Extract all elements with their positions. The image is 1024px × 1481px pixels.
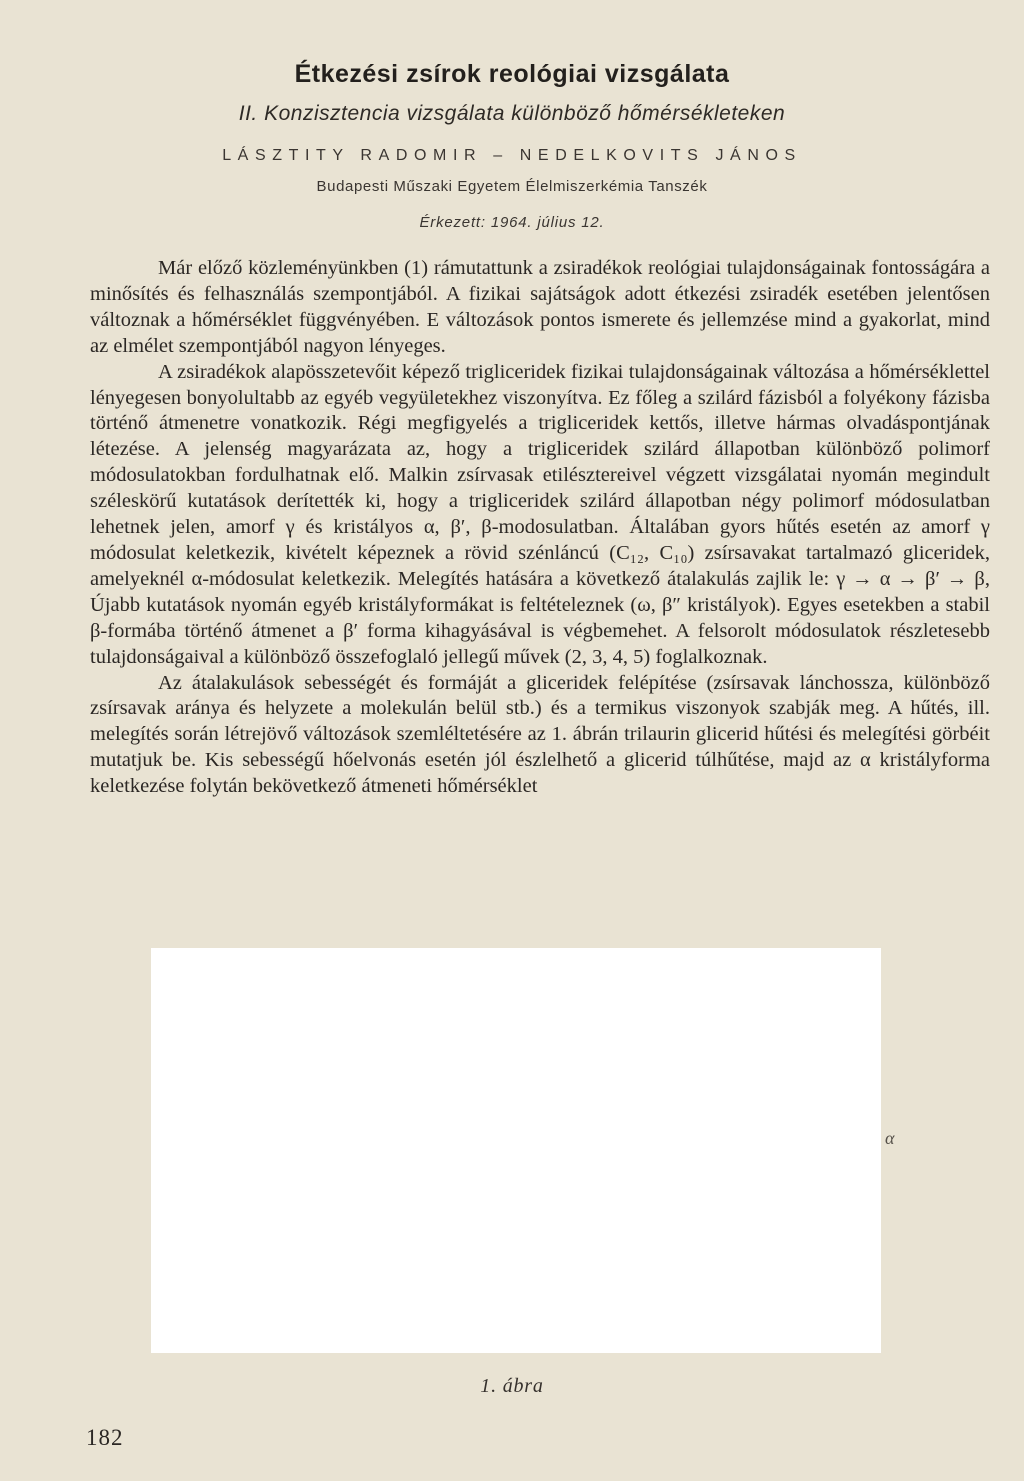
body-paragraph-2: A zsiradékok alapösszetevőit képező trigliceridek fizikai tulajdonságainak változása a hőmérséklettel lényegesen bonyolultabb az egyéb vegyületekhez viszonyítva. Ez főleg a szilárd fázisból a folyékony fázisba történő átmenetre vonatkozik. Régi megfigyelés a trigliceridek kettős, illetve hármas olvadáspontjának létezése. A jelenség magyarázata az, hogy a trigliceridek szilárd állapotban különböző polimorf módosulatokban fordulhatnak elő. Malkin zsírvasak etilésztereivel végzett vizsgálatai nyomán megindult széleskörű kutatások derítették ki, hogy a trigliceridek szilárd állapotban négy polimorf módosulatban lehetnek jelen, amorf γ és kristályos α, β′, β-modosulatban. Általában gyors hűtés esetén az amorf γ módosulat keletkezik, kivételt képeznek a rövid szénláncú (C₁₂, C₁₀) zsírsavakat tartalmazó gliceridek, amelyeknél α-módosulat keletkezik. Melegítés hatására a következő átalakulás zajlik le: γ → α → β′ → β, Újabb kutatások nyomán egyéb kristályformákat is feltételeznek (ω, β″ kristályok). Egyes esetekben a stabil β-formába történő átmenet a β′ forma kihagyásával is végbemehet. A felsorolt módosulatok részletesebb tulajdonságaival a különböző összefoglaló jellegű művek (2, 3, 4, 5) foglalkoznak.: [90, 360, 990, 668]
article-authors: LÁSZTITY RADOMIR – NEDELKOVITS JÁNOS: [222, 147, 802, 164]
article-title: Étkezési zsírok reológiai vizsgálata: [294, 60, 730, 88]
body-paragraph-3: Az átalakulások sebességét és formáját a gliceridek felépítése (zsírsavak lánchossza, különböző zsírsavak aránya és helyzete a molekulán belül stb.) és a termikus viszonyok szabják meg. A hűtés, ill. melegítés során létrejövő változások szemléltetésére az 1. ábrán trilaurin glicerid hűtési és melegítési görbéit mutatjuk be. Kis sebességű hőelvonás esetén jól észlelhető a glicerid túlhűtése, majd az α kristályforma keletkezése folytán bekövetkező átmeneti hőmérséklet: [90, 671, 990, 798]
figure-margin-mark: α: [885, 1128, 895, 1148]
page-number: 182: [86, 1425, 124, 1450]
article-body: [90, 256, 990, 800]
received-date: Érkezett: 1964. július 12.: [419, 214, 605, 231]
figure-1-area: [151, 948, 881, 1353]
article-subtitle: II. Konzisztencia vizsgálata különböző hőmérsékleteken: [238, 102, 786, 125]
author-affiliation: Budapesti Műszaki Egyetem Élelmiszerkémia Tanszék: [316, 178, 708, 195]
figure-caption: 1. ábra: [480, 1375, 544, 1397]
body-paragraph-1: Már előző közleményünkben (1) rámutattunk a zsiradékok reológiai tulajdonságainak fontosságára a minősítés és felhasználás szempontjából. A fizikai sajátságok adott étkezési zsiradék esetében jelentősen változnak a hőmérséklet függvényében. E változások pontos ismerete és jellemzése mind a gyakorlat, mind az elmélet szempontjából nagyon lényeges.: [90, 257, 990, 357]
